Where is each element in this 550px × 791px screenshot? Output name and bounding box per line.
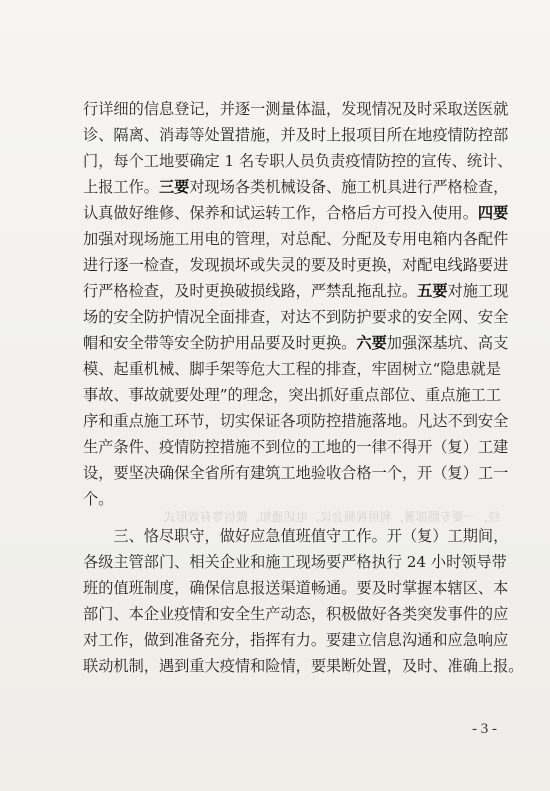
- text-segment: 对现场各类机械设备、施工机具进行严格检查，: [189, 178, 509, 196]
- text-segment: 帽和安全带等安全防护用品要及时更换。: [83, 334, 357, 352]
- text-line: [83, 356, 501, 382]
- text-segment: 事故、事故就要处理”的理念，突出抓好重点部位、重点施工工: [83, 386, 501, 404]
- text-line: [83, 330, 509, 356]
- text-segment: 对工作，做到准备充分，指挥有力。要建立信息沟通和应急响应: [83, 631, 509, 649]
- text-line: [83, 278, 509, 304]
- bleed-through-text: 经，一要专题部署，利用视频会议、电话通知、微信等有效形式: [163, 510, 500, 524]
- text-line: [83, 486, 501, 512]
- text-segment: 各级主管部门、相关企业和施工现场要严格执行 24 小时领导带: [83, 553, 507, 571]
- text-segment: 设，要坚决确保全省所有建筑工地验收合格一个，开（复）工一: [83, 464, 509, 482]
- text-segment: 进行逐一检查，发现损坏或失灵的要及时更换，对配电线路要进: [83, 256, 509, 274]
- text-line: [83, 174, 509, 200]
- bold-keyword: 三要: [158, 178, 190, 196]
- text-segment: 门，每个工地要确定 1 名专职人员负责疫情防控的宣传、统计、: [83, 152, 513, 170]
- text-segment: 三、恪尽职守，做好应急值班值守工作。开（复）工期间，: [83, 527, 509, 545]
- text-line: [83, 460, 509, 486]
- text-segment: 模、起重机械、脚手架等危大工程的排查，牢固树立“隐患就是: [83, 360, 501, 378]
- text-line: [83, 226, 509, 252]
- text-line: [83, 200, 509, 226]
- text-segment: 行详细的信息登记，并逐一测量体温，发现情况及时采取送医就: [83, 100, 509, 118]
- text-line: [83, 122, 509, 148]
- text-line: [83, 382, 501, 408]
- text-line: [83, 653, 524, 679]
- text-line: [83, 549, 507, 575]
- text-segment: 个。: [83, 490, 114, 508]
- text-segment: 对施工现: [447, 282, 509, 300]
- text-segment: 认真做好维修、保养和试运转工作，合格后方可投入使用。: [83, 204, 478, 222]
- text-segment: 上报工作。: [83, 178, 159, 196]
- text-segment: 场的安全防护情况全面排查，对达不到防护要求的安全网、安全: [83, 308, 509, 326]
- text-segment: 联动机制，遇到重大疫情和险情，要果断处置，及时、准确上报。: [83, 657, 524, 675]
- text-segment: 行严格检查，及时更换破损线路，严禁乱拖乱拉。: [83, 282, 418, 300]
- text-line: [83, 304, 509, 330]
- bold-keyword: 六要: [356, 334, 387, 352]
- text-segment: 序和重点施工环节，切实保证各项防控措施落地。凡达不到安全: [83, 412, 509, 430]
- bold-keyword: 四要: [477, 204, 509, 222]
- paragraph-gap: [83, 512, 501, 523]
- text-line: [83, 523, 509, 549]
- text-line: [83, 601, 509, 627]
- text-line: [83, 96, 509, 122]
- text-line: [83, 408, 509, 434]
- text-segment: 加强深基坑、高支: [386, 334, 509, 352]
- text-segment: 加强对现场施工用电的管理，对总配、分配及专用电箱内各配件: [83, 230, 509, 248]
- bold-keyword: 五要: [417, 282, 448, 300]
- text-line: [83, 627, 509, 653]
- text-segment: 部门、本企业疫情和安全生产动态，积极做好各类突发事件的应: [83, 605, 509, 623]
- body-text: [83, 96, 524, 679]
- page-number: - 3 -: [472, 721, 497, 737]
- text-line: [83, 148, 513, 174]
- text-segment: 生产条件、疫情防控措施不到位的工地的一律不得开（复）工建: [83, 438, 509, 456]
- text-line: [83, 434, 509, 460]
- text-segment: 诊、隔离、消毒等处置措施，并及时上报项目所在地疫情防控部: [83, 126, 509, 144]
- text-segment: 班的值班制度，确保信息报送渠道畅通。要及时掌握本辖区、本: [83, 579, 509, 597]
- paragraph-1: [83, 96, 513, 512]
- text-line: [83, 575, 509, 601]
- text-line: [83, 252, 509, 278]
- paragraph-2: [83, 523, 524, 679]
